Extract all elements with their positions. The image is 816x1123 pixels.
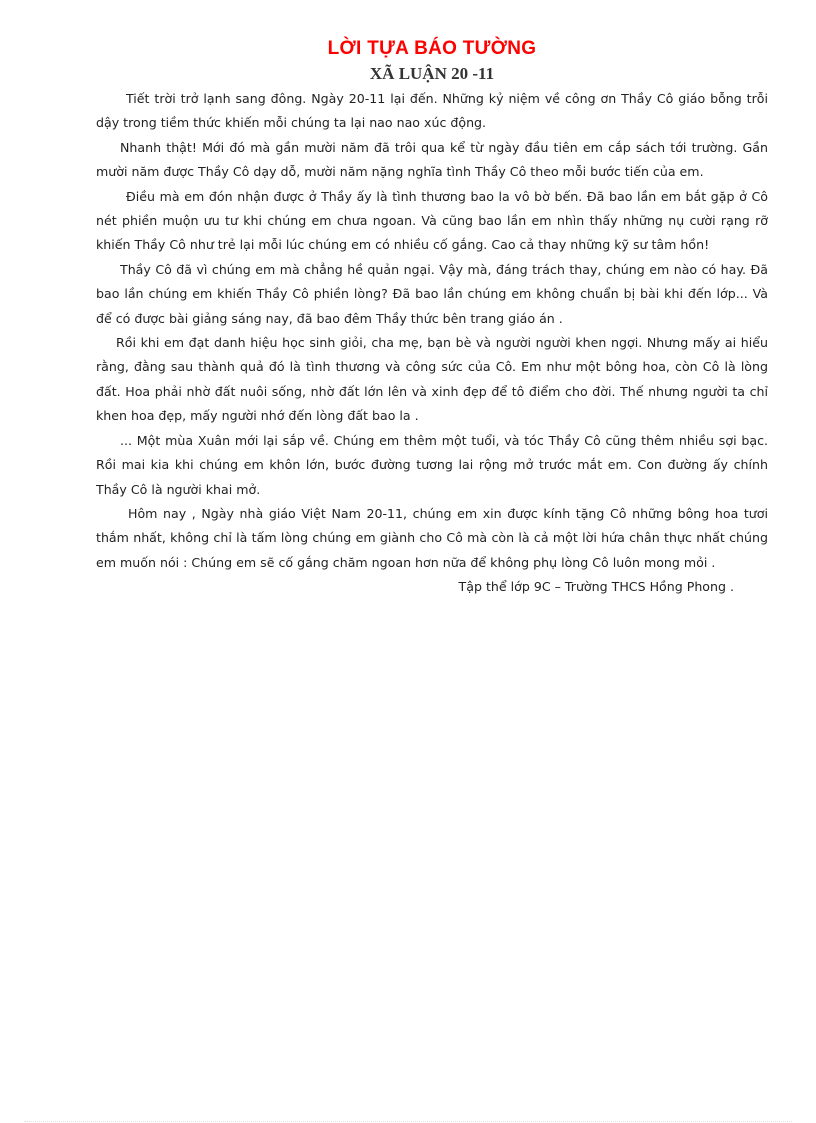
paragraph-3: Điều mà em đón nhận được ở Thầy ấy là tình thương bao la vô bờ bến. Đã bao lần em bắt gặp ở Cô nét phiền muộn ưu tư khi chúng em chưa ngoan. Và cũng bao lần em nhìn thấy những nụ cười rạng rỡ khiến Thầy Cô như trẻ lại mỗi lúc chúng em có nhiều cố gắng. Cao cả thay những kỹ sư tâm hồn! [96, 188, 768, 253]
document-page [96, 36, 768, 600]
paragraph-6: ... Một mùa Xuân mới lại sắp về. Chúng em thêm một tuổi, và tóc Thầy Cô cũng thêm nhiều sợi bạc. Rồi mai kia khi chúng em khôn lớn, bước đường tương lai rộng mở trước mắt em. Con đường ấy chính Thầy Cô là người khai mở. [96, 432, 768, 497]
page-bottom-divider [24, 1121, 792, 1122]
document-title: LỜI TỰA BÁO TƯỜNG [327, 38, 537, 59]
paragraph-7: Hôm nay , Ngày nhà giáo Việt Nam 20-11, chúng em xin được kính tặng Cô những bông hoa tươi thắm nhất, không chỉ là tấm lòng chúng em giành cho Cô mà còn là cả một lời hứa chân thực nhất chúng em muốn nói : Chúng em sẽ cố gắng chăm ngoan hơn nữa để không phụ lòng Cô luôn mong mỏi . [96, 505, 768, 570]
paragraph-5: Rồi khi em đạt danh hiệu học sinh giỏi, cha mẹ, bạn bè và người người khen ngợi. Nhưng mấy ai hiểu rằng, đằng sau thành quả đó là tình thương và công sức của Cô. Em như một bông hoa, còn Cô là lòng đất. Hoa phải nhờ đất nuôi sống, nhờ đất lớn lên và xinh đẹp để tô điểm cho đời. Thế nhưng người ta chỉ khen hoa đẹp, mấy người nhớ đến lòng đất bao la . [96, 335, 768, 424]
paragraph-1: Tiết trời trở lạnh sang đông. Ngày 20-11 lại đến. Những kỷ niệm về công ơn Thầy Cô giáo bỗng trỗi dậy trong tiềm thức khiến mỗi chúng ta lại nao nao xúc động. [96, 91, 768, 131]
paragraph-4: Thầy Cô đã vì chúng em mà chẳng hề quản ngại. Vậy mà, đáng trách thay, chúng em nào có hay. Đã bao lần chúng em khiến Thầy Cô phiền lòng? Đã bao lần chúng em không chuẩn bị bài khi đến lớp... Và để có được bài giảng sáng nay, đã bao đêm Thầy thức bên trang giáo án . [96, 261, 768, 326]
paragraph-2: Nhanh thật! Mới đó mà gần mười năm đã trôi qua kể từ ngày đầu tiên em cắp sách tới trường. Gần mười năm được Thầy Cô dạy dỗ, mười năm nặng nghĩa tình Thầy Cô theo mỗi bước tiến của em. [96, 139, 768, 180]
document-subtitle: XÃ LUẬN 20 -11 [369, 64, 495, 83]
document-body [96, 87, 768, 600]
signature-line: Tập thể lớp 9C – Trường THCS Hồng Phong . [458, 579, 734, 595]
